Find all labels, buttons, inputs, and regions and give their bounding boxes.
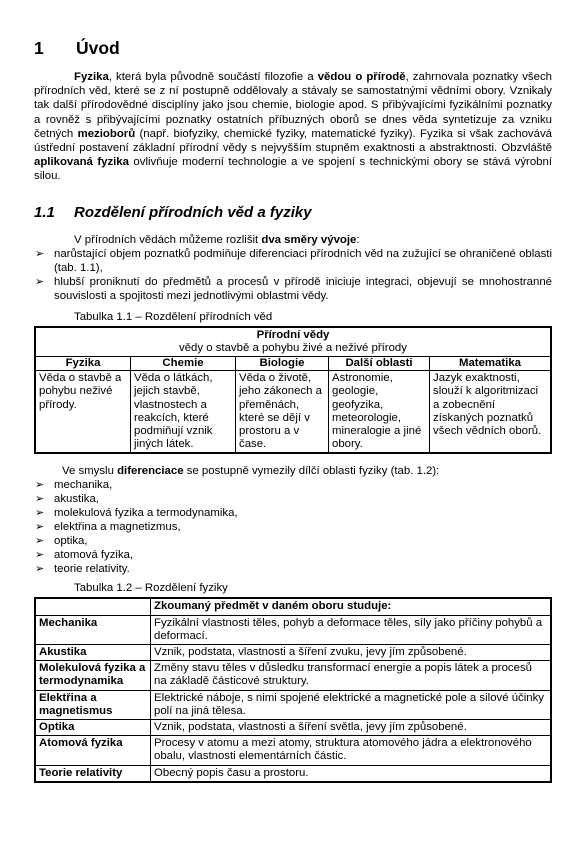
arrow-bullet-icon: ➢ (35, 535, 45, 548)
table2-name-cell: Akustika (35, 645, 151, 661)
table1-cell: Věda o stavbě a pohybu neživé přírody. (35, 371, 131, 454)
list-item-text: akustika, (54, 493, 99, 506)
arrow-bullet-icon: ➢ (35, 549, 45, 562)
table2-desc-cell: Vznik, podstata, vlastnosti a šíření zvuku, jevy jím způsobené. (151, 645, 552, 661)
lead2-text: Ve smyslu (62, 465, 118, 478)
physics-table (34, 597, 552, 782)
table2-name-cell: Molekulová fyzika a termodynamika (35, 661, 151, 690)
list-item-text: atomová fyzika, (54, 549, 134, 562)
table-row (35, 736, 551, 765)
table2-desc-cell: Fyzikální vlastnosti těles, pohyb a deformace těles, síly jako příčiny pohybů a deformací. (151, 615, 552, 644)
lead-bold: dva směry vývoje (261, 233, 357, 246)
chapter-number: 1 (34, 38, 44, 58)
arrow-bullet-icon: ➢ (35, 479, 45, 492)
table1-header-cell: Biologie (236, 357, 329, 371)
list-item-text: mechanika, (54, 479, 113, 492)
table2-name-cell: Mechanika (35, 615, 151, 644)
intro-term-veda: vědou o přírodě (317, 71, 406, 83)
areas-lead (62, 464, 552, 478)
list-item (34, 275, 552, 303)
table1-cell: Jazyk exaktnosti, slouží k algoritmizaci a zobecnění získaných poznatků všech vědních oborů. (430, 371, 552, 454)
intro-text: ovlivňuje moderní technologie a ve spojení s technickými obory se stává výrobní silou. (34, 156, 553, 183)
table1-caption: Tabulka 1.1 – Rozdělení přírodních věd (74, 310, 273, 323)
arrow-bullet-icon: ➢ (35, 507, 45, 520)
table2-desc-cell: Procesy v atomu a mezi atomy, struktura atomového jádra a elektronového obalu, vlastnosti elementárních částic. (151, 736, 552, 765)
table2-name-cell: Atomová fyzika (35, 736, 151, 765)
table1-cell: Věda o životě, jeho zákonech a přeměnách, které se dějí v prostoru a v čase. (236, 371, 329, 454)
arrow-bullet-icon: ➢ (35, 493, 45, 506)
list-item-text: teorie relativity. (54, 563, 130, 576)
table-row (35, 661, 551, 690)
lead2-bold: diferenciace (117, 465, 184, 478)
list-item (34, 534, 552, 548)
list-item (34, 506, 552, 520)
list-item (34, 562, 552, 576)
intro-term-mezi: mezioborů (77, 127, 136, 140)
section-number: 1.1 (34, 203, 55, 221)
table2-name-cell: Optika (35, 720, 151, 736)
directions-list (34, 247, 552, 303)
intro-text: , zahrnovala poznatky všech přírodních věd, které se z ní postupně oddělovaly a stávaly se samostatnými vědními obory. Vznikaly tak další přírodovědné disciplíny jako jsou chemie, biologie apod. S přibývajícími fyzikálními poznatky a rovněž s přibývajícími poznatky ostatních příbuzných oborů se dnes věda syntetizuje za vzniku četných (34, 71, 552, 140)
table2-corner-cell (35, 598, 151, 615)
intro-text: , která byla původně součástí filozofie a (108, 71, 318, 83)
areas-list (34, 478, 552, 576)
table1-title-cell (35, 327, 551, 357)
document-page (34, 38, 552, 783)
table2-name-cell: Elektřina a magnetismus (35, 690, 151, 719)
intro-term-fyzika: Fyzika (74, 71, 109, 83)
list-item (34, 492, 552, 506)
list-item (34, 548, 552, 562)
table1-header-cell: Chemie (131, 357, 236, 371)
table-row (35, 765, 551, 782)
table1-title: Přírodní vědy (256, 328, 330, 341)
table2-header-cell: Zkoumaný předmět v daném oboru studuje: (151, 598, 552, 615)
table1-subtitle: vědy o stavbě a pohybu živé a neživé přírody (179, 341, 407, 354)
list-item-text: hlubší proniknutí do předmětů a procesů v přírodě iniciuje integraci, objevují se mnohostranné souvislosti a spojitosti mezi jednotlivými oblastmi vědy. (54, 275, 552, 302)
table1-header-cell: Další oblasti (329, 357, 430, 371)
table2-desc-cell: Obecný popis času a prostoru. (151, 765, 552, 782)
intro-term-aplik: aplikovaná fyzika (34, 156, 129, 169)
arrow-bullet-icon: ➢ (35, 521, 45, 534)
table-row (35, 615, 551, 644)
section-heading (34, 204, 552, 221)
lead2-text: se postupně vymezily dílčí oblasti fyziky (tab. 1.2): (183, 465, 440, 478)
table-row (35, 645, 551, 661)
list-item (34, 478, 552, 492)
sciences-table (34, 326, 552, 455)
list-item-text: molekulová fyzika a termodynamika, (54, 507, 238, 520)
arrow-bullet-icon: ➢ (35, 563, 45, 576)
table2-desc-cell: Vznik, podstata, vlastnosti a šíření světla, jevy jím způsobené. (151, 720, 552, 736)
section-title: Rozdělení přírodních věd a fyziky (74, 203, 312, 221)
lead-text: V přírodních vědách můžeme rozlišit (74, 233, 262, 246)
arrow-bullet-icon: ➢ (35, 247, 45, 260)
table1-cell: Astronomie, geologie, geofyzika, meteorologie, mineralogie a jiné obory. (329, 371, 430, 454)
chapter-heading (34, 38, 552, 59)
arrow-bullet-icon: ➢ (35, 275, 45, 288)
table1-header-cell: Fyzika (35, 357, 131, 371)
intro-paragraph (34, 70, 552, 184)
table1-cell: Věda o látkách, jejich stavbě, vlastnostech a reakcích, které podmiňují vznik jiných látek. (131, 371, 236, 454)
list-item-text: narůstající objem poznatků podmiňuje diferenciaci přírodních věd na zužující se ohraničené oblasti (tab. 1.1), (54, 247, 552, 274)
chapter-title: Úvod (76, 38, 120, 58)
table2-desc-cell: Elektrické náboje, s nimi spojené elektrické a magnetické pole a silové účinky polí na jiná tělesa. (151, 690, 552, 719)
intro-text: (např. biofyziky, chemické fyziky, matematické fyziky). Fyzika si však zachovává ústřední postavení základní přírodní vědy s nejvyšším stupněm exaktnosti a abstraktnosti. Obzvláště (34, 127, 552, 155)
list-item (34, 520, 552, 534)
table-row (35, 690, 551, 719)
list-item (34, 247, 552, 275)
table1-header-cell: Matematika (430, 357, 552, 371)
table2-desc-cell: Změny stavu těles v důsledku transformací energie a popis látek a procesů na základě částicové struktury. (151, 661, 552, 690)
table2-caption: Tabulka 1.2 – Rozdělení fyziky (74, 582, 228, 595)
directions-lead (34, 233, 552, 247)
table-row (35, 720, 551, 736)
table2-name-cell: Teorie relativity (35, 765, 151, 782)
list-item-text: optika, (54, 535, 88, 548)
list-item-text: elektřina a magnetizmus, (54, 521, 181, 534)
lead-text: : (356, 233, 360, 246)
